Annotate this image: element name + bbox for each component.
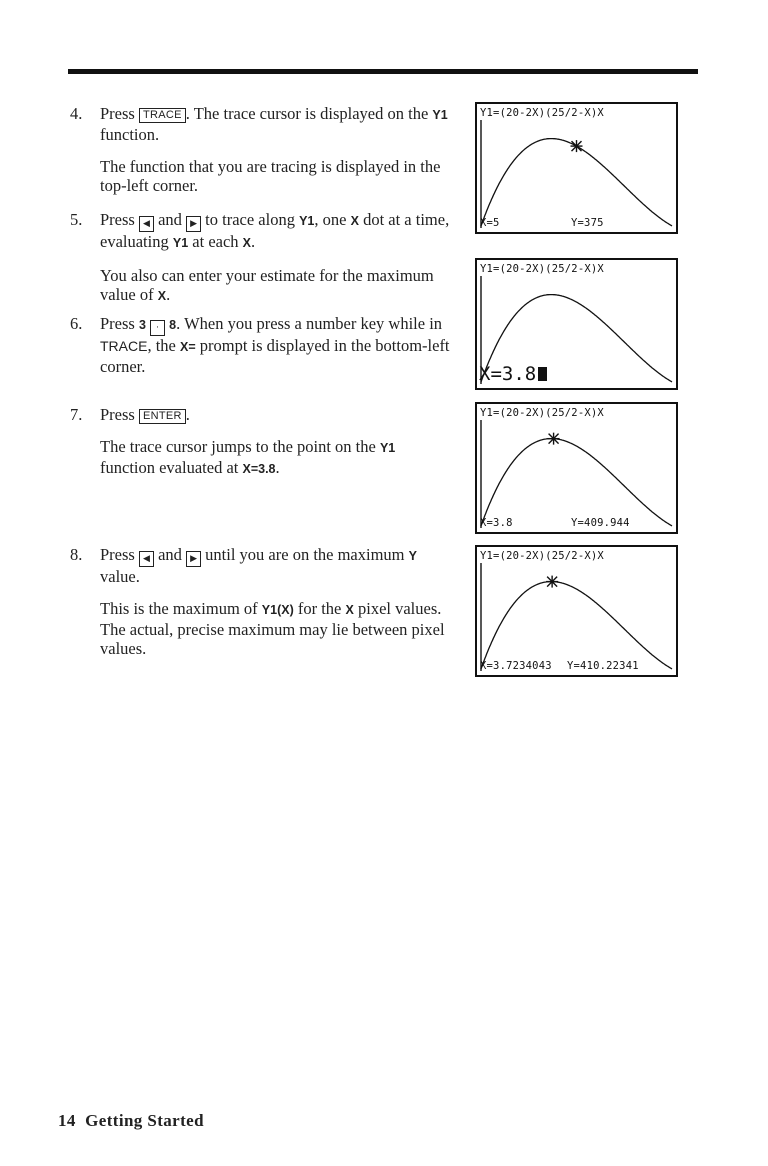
function-label: Y1=(20-2X)(25/2-X)X	[480, 263, 604, 275]
x-readout: X=3.7234043	[480, 660, 552, 672]
y-readout: Y=409.944	[571, 517, 630, 529]
function-curve	[481, 439, 672, 526]
page-number: 14	[58, 1111, 76, 1130]
trace-cursor	[548, 433, 560, 445]
step-number: 6.	[70, 314, 83, 333]
section-title: Getting Started	[85, 1111, 204, 1130]
input-cursor	[538, 367, 547, 381]
calculator-screen-2	[475, 258, 678, 390]
step-note: This is the maximum of Y1(X) for the X pixel values. The actual, precise maximum may lie between pixel values.	[100, 599, 445, 658]
calculator-screen-3	[475, 402, 678, 534]
graph-area	[477, 547, 676, 675]
step-number: 8.	[70, 545, 83, 564]
graph-area	[477, 404, 676, 532]
right-arrow-key: ▶	[186, 216, 201, 232]
step-note: The function that you are tracing is displayed in the top-left corner.	[100, 157, 441, 195]
x-readout: X=5	[480, 217, 500, 229]
trace-cursor	[546, 576, 558, 588]
left-arrow-key: ◀	[139, 216, 154, 232]
step-number: 4.	[70, 104, 83, 123]
x-readout: X=3.8	[480, 517, 513, 529]
trace-cursor	[571, 140, 583, 152]
decimal-key: ·	[150, 320, 165, 336]
calculator-screen-4	[475, 545, 678, 677]
step-text: Press ◀ and ▶ until you are on the maximum Y value. This is the maximum of Y1(X) for the X pixel values. The actual, precise maximum may lie between pixel values.	[100, 545, 450, 658]
function-label: Y1=(20-2X)(25/2-X)X	[480, 550, 604, 562]
step-text: Press ENTER . The trace cursor jumps to the point on the Y1 function evaluated at X=3.8.	[100, 405, 450, 479]
function-label: Y1=(20-2X)(25/2-X)X	[480, 407, 604, 419]
left-arrow-key: ◀	[139, 551, 154, 567]
function-label: Y1=(20-2X)(25/2-X)X	[480, 107, 604, 119]
x-prompt: X=3.8	[479, 363, 547, 385]
enter-key: ENTER	[139, 409, 186, 424]
step-note: You also can enter your estimate for the maximum value of X.	[100, 266, 434, 304]
graph-area	[477, 104, 676, 232]
trace-key: TRACE	[139, 108, 186, 123]
top-rule	[68, 69, 698, 74]
step-text: Press TRACE . The trace cursor is displayed on the Y1 function. The function that you are tracing is displayed in the top-left corner.	[100, 104, 450, 195]
step-note: The trace cursor jumps to the point on the Y1 function evaluated at X=3.8.	[100, 437, 396, 477]
step-number: 7.	[70, 405, 83, 424]
function-curve	[481, 582, 672, 669]
step-text: Press 3 · 8. When you press a number key while in TRACE, the X= prompt is displayed in the bottom-left corner.	[100, 314, 450, 376]
y-readout: Y=375	[571, 217, 604, 229]
calculator-screen-1	[475, 102, 678, 234]
step-number: 5.	[70, 210, 83, 229]
y-readout: Y=410.22341	[567, 660, 639, 672]
page-footer	[58, 1111, 204, 1131]
step-text: Press ◀ and ▶ to trace along Y1, one X dot at a time, evaluating Y1 at each X. You also can enter your estimate for the maximum value of X.	[100, 210, 450, 304]
right-arrow-key: ▶	[186, 551, 201, 567]
